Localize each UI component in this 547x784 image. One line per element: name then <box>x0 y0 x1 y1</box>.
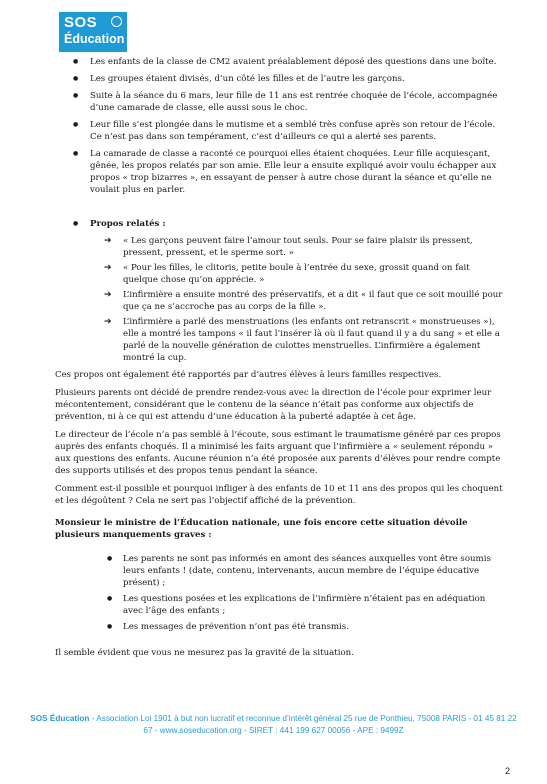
manquements-list <box>55 553 503 633</box>
footer-org: SOS Éducation <box>30 714 90 723</box>
propos-text: L’infirmière a ensuite montré des préservatifs, et a dit « il faut que ce soit mouillé pour que ça ne s’accroche pas au corps de la fille ». <box>123 290 503 312</box>
logo-mark-icon <box>111 16 122 27</box>
list-item <box>55 316 503 364</box>
page-number: 2 <box>505 766 511 776</box>
arrow-icon: ➔ <box>104 236 112 246</box>
context-list <box>55 56 503 196</box>
sos-education-logo <box>59 12 127 52</box>
list-item: ● Les messages de prévention n’ont pas été transmis. <box>55 621 503 633</box>
list-item <box>55 262 503 286</box>
list-item: ● Suite à la séance du 6 mars, leur fille de 11 ans est rentrée choquée de l’école, accompagnée d’une camarade de classe, elle aussi sous le choc. <box>55 90 503 114</box>
minister-heading: Monsieur le ministre de l’Éducation nationale, une fois encore cette situation dévoile plusieurs manquements graves : <box>55 518 468 540</box>
propos-text: L’infirmière a parlé des menstruations (les enfants ont retranscrit « monstrueuses »), elle a montré les tampons « il faut l’insérer là où il faut quand il y a du sang » et elle a parlé de la nouvelle génération de culottes menstruelles. L’infirmière a également montré la cup. <box>123 317 500 363</box>
letter-body <box>55 56 503 665</box>
propos-title: ● Propos relatés : <box>55 218 503 230</box>
paragraph: Ces propos ont également été rapportés par d’autres élèves à leurs familles respectives. <box>55 370 442 380</box>
list-item: ● Les parents ne sont pas informés en amont des séances auxquelles vont être soumis leurs enfants ! (date, contenu, intervenants, aucun membre de l’équipe éducative présent) ; <box>55 553 503 589</box>
propos-text: « Les garçons peuvent faire l’amour tout seuls. Pour se faire plaisir ils pressent, pressent, pressent, et le sperme sort. » <box>123 236 473 258</box>
list-item <box>55 235 503 259</box>
list-item: ● Les questions posées et les explications de l’infirmière n’étaient pas en adéquation avec l’âge des enfants ; <box>55 593 503 617</box>
list-item: ● Leur fille s’est plongée dans le mutisme et a semblé très confuse après son retour de l’école. Ce n’est pas dans son tempérament, c’est d’ailleurs ce qui a alerté ses parents. <box>55 119 503 143</box>
propos-list <box>55 235 503 364</box>
footer-text: - Association Loi 1901 à but non lucratif et reconnue d’intérêt général 25 rue de Ponthieu, 75008 PARIS - 01 45 81 22 67 - www.soseducation.org - SIRET : 441 199 627 00056 - APE : 9499Z <box>89 714 517 735</box>
arrow-icon: ➔ <box>104 317 112 327</box>
list-item: ● La camarade de classe a raconté ce pourquoi elles étaient choquées. Leur fille acquiesçant, gênée, les propos relatés par son amie. Elle leur a ensuite expliqué avoir voulu échapper aux propos « trop bizarres », en essayant de penser à autre chose durant la séance et qu’elle ne voulait plus en parler. <box>55 148 503 196</box>
arrow-icon: ➔ <box>104 290 112 300</box>
logo-line-1: SOS <box>64 14 98 31</box>
list-item <box>55 289 503 313</box>
list-item: ● Les groupes étaient divisés, d’un côté les filles et de l’autre les garçons. <box>55 73 503 85</box>
arrow-icon: ➔ <box>104 263 112 273</box>
paragraph: Plusieurs parents ont décidé de prendre rendez-vous avec la direction de l’école pour exprimer leur mécontentement, considérant que le contenu de la séance n’était pas conforme aux objectifs de prévention, ni à ce qui est attendu d’une éducation à la puberté adaptée à cet âge. <box>55 388 492 422</box>
propos-text: « Pour les filles, le clitoris, petite boule à l’entrée du sexe, grossit quand on fait quelque chose qu’on apprécie. » <box>123 263 470 285</box>
paragraph: Comment est-il possible et pourquoi infliger à des enfants de 10 et 11 ans des propos qui les choquent et les dégoûtent ? Cela ne sert pas l’objectif affiché de la prévention. <box>55 484 503 506</box>
paragraph: Le directeur de l’école n’a pas semblé à l’écoute, sous estimant le traumatisme généré par ces propos auprès des enfants choqués. Il a minimisé les faits arguant que l’infirmière a « seulement répondu » aux questions des enfants. Aucune réunion n’a été proposée aux parents d’élèves pour rendre compte des supports utilisés et des propos tenus pendant la séance. <box>55 430 501 476</box>
propos-section <box>55 218 503 230</box>
list-item: ● Les enfants de la classe de CM2 avaient préalablement déposé des questions dans une boîte. <box>55 56 503 68</box>
footer <box>25 713 522 736</box>
conclusion: Il semble évident que vous ne mesurez pas la gravité de la situation. <box>55 648 354 658</box>
logo-line-2: Éducation <box>64 32 125 46</box>
